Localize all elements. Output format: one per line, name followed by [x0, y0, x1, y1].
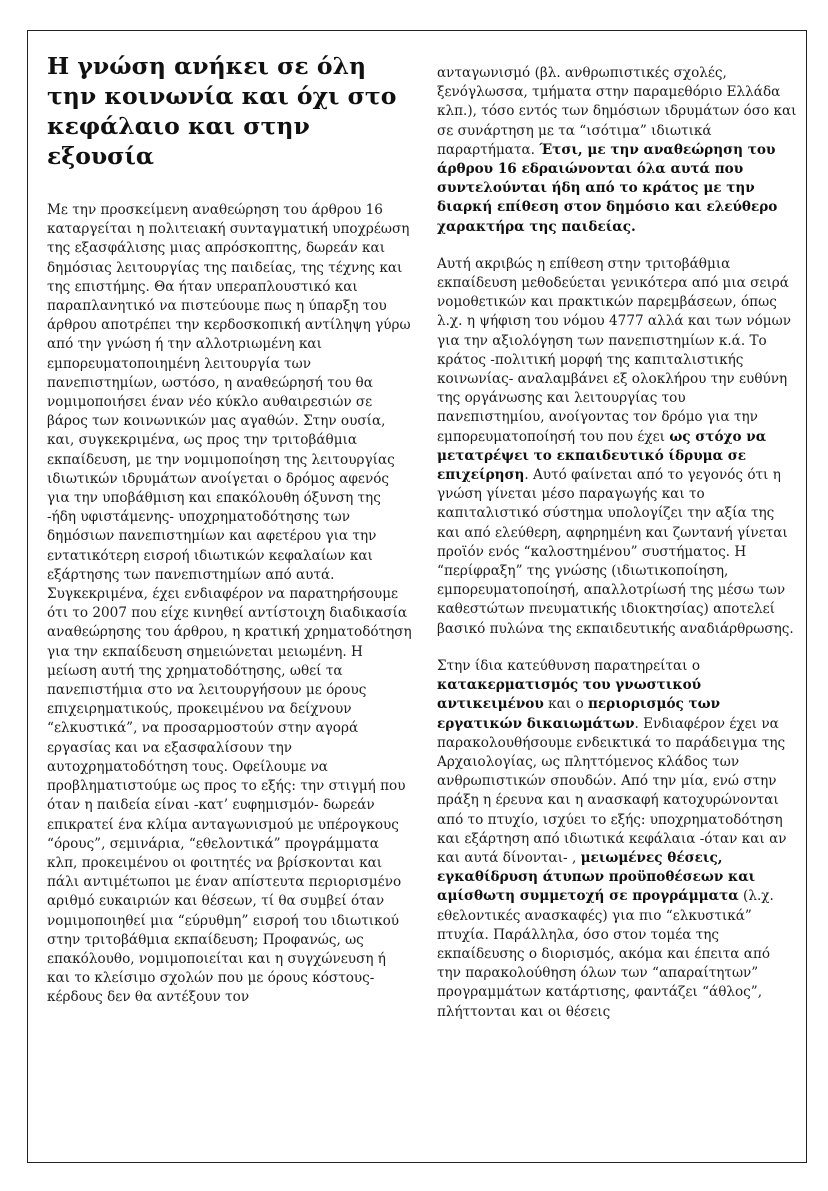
paragraph-3-bold: ως στόχο να μετατρέψει το εκπαιδευτικό ίδρυμα σε επιχείρηση [437, 428, 767, 484]
right-body [437, 64, 797, 1022]
paragraph-2-bold: Έτσι, με την αναθεώρηση του άρθρου 16 εδραιώνονται όλα αυτά που συντελούνται ήδη από το κράτος με την διαρκή επίθεση στον δημόσιο και ελεύθερο χαρακτήρα της παιδείας. [437, 141, 778, 235]
paragraph-4-text-c: . Ενδιαφέρον έχει να παρακολουθήσουμε ενδεικτικά το παράδειγμα της Αρχαιολογίας, ως πληττόμενος κλάδος των ανθρωπιστικών σπουδών. Από την μία, ενώ στην πράξη η έρευνα και η ανασκαφή κατοχυρώνονται από το πτυχίο, ισχύει το εξής: υποχρηματοδότηση και εξάρτηση από ιδιωτικά κεφάλαια -όταν και αν και αυτά δίνονται- , [437, 715, 787, 866]
paragraph-3-text-a: Αυτή ακριβώς η επίθεση στην τριτοβάθμια εκπαίδευση μεθοδεύεται γενικότερα από μια σειρά νομοθετικών και πρακτικών παρεμβάσεων, όπως λ.χ. η ψήφιση του νόμου 4777 αλλά και των νόμων για την αξιολόγηση των πανεπιστημίων κ.ά. Το κράτος -πολιτική μορφή της καπιταλιστικής κοινωνίας- αναλαμβάνει εξ ολοκλήρου την ευθύνη της οργάνωσης και λειτουργίας του πανεπιστημίου, ανοίγοντας τον δρόμο για την εμπορευματοποίησή του που έχει [437, 255, 791, 445]
paragraph-4-bold-c: μειωμένες θέσεις, εγκαθίδρυση άτυπων προϋποθέσεων και αμίσθωτη συμμετοχή σε προγράμματα [437, 849, 756, 905]
paragraph-4-bold-b: περιορισμός των εργατικών δικαιωμάτων [437, 696, 721, 732]
paragraph-4 [437, 657, 797, 1022]
page-frame [27, 30, 807, 1163]
paragraph-4-text-d: (λ.χ. εθελοντικές ανασκαφές) για πιο “ελκυστικά” πτυχία. Παράλληλα, όσο στον τομέα της εκπαίδευσης ο διορισμός, ακόμα και έπειτα από την παρακολούθηση όλων των “απαραίτητων” προγραμμάτων κατάρτισης, φαντάζει “άθλος”, πλήττονται και οι θέσεις [437, 888, 774, 1020]
paragraph-1: Με την προσκείμενη αναθεώρηση του άρθρου 16 καταργείται η πολιτειακή συνταγματική υποχρέωση της εξασφάλισης μιας απρόσκοπτης, δωρεάν και δημόσιας λειτουργίας της παιδείας, της τέχνης και της επιστήμης. Θα ήταν υπεραπλουστικό και παραπλανητικό να πιστεύουμε πως η ύπαρξη του άρθρου αποτρέπει την κερδοσκοπική αντίληψη γύρω από την γνώση ή την αλλοτριωμένη και εμπορευματοποιημένη λειτουργία των πανεπιστημίων, ωστόσο, η αναθεώρησή του θα νομιμοποιήσει έναν νέο κύκλο αυθαιρεσιών σε βάρος των κοινωνικών μας αγαθών. Στην ουσία, και, συγκεκριμένα, ως προς την τριτοβάθμια εκπαίδευση, με την νομιμοποίηση της λειτουργίας ιδιωτικών ιδρυμάτων ανοίγεται ο δρόμος αφενός για την υποβάθμιση και επακόλουθη όξυνση της -ήδη υφιστάμενης- υποχρηματοδότησης των δημόσιων πανεπιστημίων και αφετέρου για την εντατικότερη εισροή ιδιωτικών κεφαλαίων και εξάρτησης των πανεπιστημίων από αυτά. Συγκεκριμένα, έχει ενδιαφέρον να παρατηρήσουμε ότι το 2007 που είχε κινηθεί αντίστοιχη διαδικασία αναθεώρησης του άρθρου, η κρατική χρηματοδότηση για την εκπαίδευση σημειώνεται μειωμένη. Η μείωση αυτή της χρηματοδότησης, ωθεί τα πανεπιστήμια στο να λειτουργήσουν με όρους επιχειρηματικούς, προκειμένου να δείχνουν “ελκυστικά”, να προσαρμοστούν στην αγορά εργασίας και να εξασφαλίσουν την αυτοχρηματοδότηση τους. Οφείλουμε να προβληματιστούμε ως προς το εξής: την στιγμή που όταν η παιδεία είναι -κατ’ ευφημισμόν- δωρεάν επικρατεί ένα κλίμα ανταγωνισμού με υπέρογκους “όρους”, σεμινάρια, “εθελοντικά” προγράμματα κλπ, προκειμένου οι φοιτητές να βρίσκονται και πάλι αντιμέτωποι με έναν απίστευτα περιορισμένο αριθμό ευκαιριών και θέσεων, τί θα συμβεί όταν νομιμοποιηθεί μια “εύρυθμη” εισροή του ιδιωτικού στην τριτοβάθμια εκπαίδευση; Προφανώς, ως επακόλουθο, νομιμοποιείται και η συγχώνευση ή και το κλείσιμο σχολών που με όρους κόστους-κέρδους δεν θα αντέξουν τον [47, 202, 412, 1006]
paragraph-2-text: ανταγωνισμό (βλ. ανθρωπιστικές σχολές, ξενόγλωσσα, τμήματα στην παραμεθόριο Ελλάδα κλπ.), τόσο εντός των δημόσιων ιδρυμάτων όσο και σε συνάρτηση με τα “ισότιμα” ιδιωτικά παραρτήματα. [437, 65, 797, 158]
left-body [47, 201, 412, 1008]
article-title: Η γνώση ανήκει σε όλη την κοινωνία και όχι στο κεφάλαιο και στην εξουσία [47, 52, 397, 170]
paragraph-4-text-a: Στην ίδια κατεύθυνση παρατηρείται ο [437, 657, 701, 674]
paragraph-3-text-b: . Αυτό φαίνεται από το γεγονός ότι η γνώση γίνεται μέσο παραγωγής και το καπιταλιστικό σύστημα υπολογίζει την αξία της και από ελεύθερη, αφηρημένη και ζωντανή γίνεται προϊόν ενός “καλοστημένου” συστήματος. Η “περίφραξη” της γνώσης (ιδιωτικοποίηση, εμπορευματοποίησή, απαλλοτρίωσή της μέσω των καθεστώτων πνευματικής ιδιοκτησίας) αποτελεί βασικό πυλώνα της εκπαιδευτικής αναδιάρθρωσης. [437, 467, 794, 637]
paragraph-3 [437, 255, 797, 639]
paragraph-4-bold-a: κατακερματισμός του γνωστικού αντικειμένου [437, 677, 702, 713]
paragraph-2 [437, 64, 797, 237]
paragraph-4-text-b: και ο [543, 696, 588, 713]
